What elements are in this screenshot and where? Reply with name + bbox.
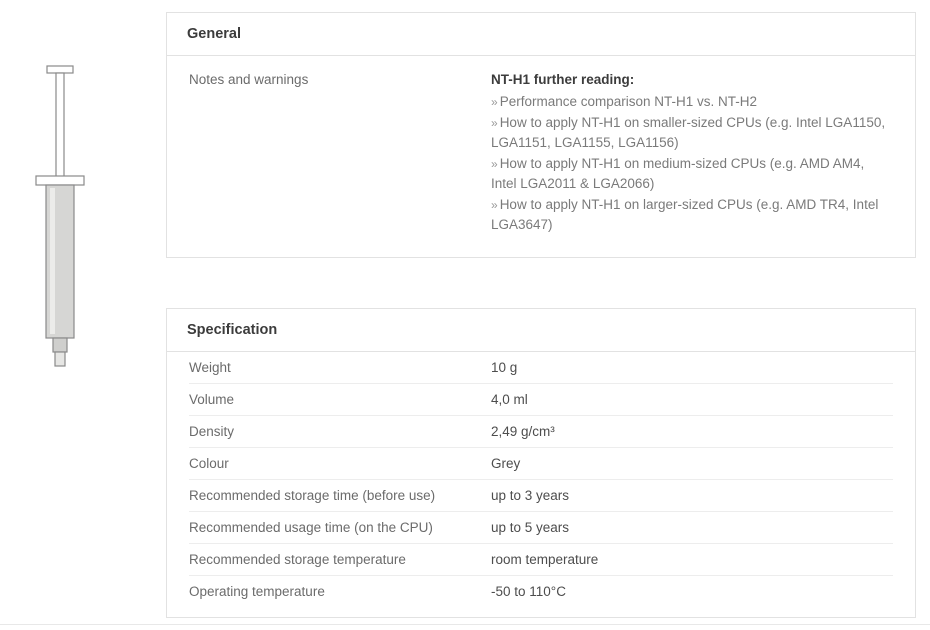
table-row [189, 544, 893, 576]
table-row [189, 416, 893, 448]
spec-value: Grey [491, 456, 521, 471]
spec-value: 4,0 ml [491, 392, 528, 407]
spec-key: Recommended storage temperature [189, 552, 406, 567]
notes-content [491, 70, 893, 236]
table-row [189, 576, 893, 608]
spec-value: 2,49 g/cm³ [491, 424, 555, 439]
note-link[interactable] [491, 195, 893, 235]
table-row [189, 512, 893, 544]
spec-value: up to 5 years [491, 520, 570, 535]
general-panel-body [167, 56, 915, 236]
general-panel-header: General [167, 13, 915, 56]
note-link-label: How to apply NT-H1 on medium-sized CPUs (e.g. AMD AM4, Intel LGA2011 & LGA2066) [491, 156, 865, 191]
spec-key: Weight [189, 360, 231, 375]
table-row [189, 352, 893, 384]
chevron-double-right-icon: » [491, 198, 496, 212]
spec-value: 10 g [491, 360, 518, 375]
table-row [189, 384, 893, 416]
table-row [189, 480, 893, 512]
chevron-double-right-icon: » [491, 116, 496, 130]
specification-table [189, 352, 893, 607]
spec-value: -50 to 110°C [491, 584, 566, 599]
spec-value: up to 3 years [491, 488, 570, 503]
general-panel [166, 12, 916, 258]
notes-label: Notes and warnings [189, 72, 309, 87]
page-bottom-divider [0, 624, 930, 625]
spec-key: Colour [189, 456, 229, 471]
note-link[interactable] [491, 113, 893, 153]
spec-key: Volume [189, 392, 235, 407]
spec-value: room temperature [491, 552, 599, 567]
spec-key: Operating temperature [189, 584, 325, 599]
syringe-icon [20, 30, 100, 370]
note-link-label: How to apply NT-H1 on smaller-sized CPUs (e.g. Intel LGA1150, LGA1151, LGA1155, LGA1156) [491, 115, 886, 150]
spec-key: Recommended storage time (before use) [189, 488, 436, 503]
spec-key: Recommended usage time (on the CPU) [189, 520, 433, 535]
notes-title: NT-H1 further reading: [491, 72, 635, 87]
note-link[interactable] [491, 92, 893, 112]
chevron-double-right-icon: » [491, 157, 496, 171]
chevron-double-right-icon: » [491, 95, 496, 109]
specification-panel-header: Specification [167, 309, 915, 352]
note-link[interactable] [491, 154, 893, 194]
product-image [0, 0, 160, 630]
table-row [189, 448, 893, 480]
notes-row [189, 56, 893, 236]
specification-panel-body [167, 352, 915, 607]
spec-key: Density [189, 424, 235, 439]
note-link-label: Performance comparison NT-H1 vs. NT-H2 [499, 94, 758, 109]
note-link-label: How to apply NT-H1 on larger-sized CPUs (e.g. AMD TR4, Intel LGA3647) [491, 197, 879, 232]
specification-panel [166, 308, 916, 618]
